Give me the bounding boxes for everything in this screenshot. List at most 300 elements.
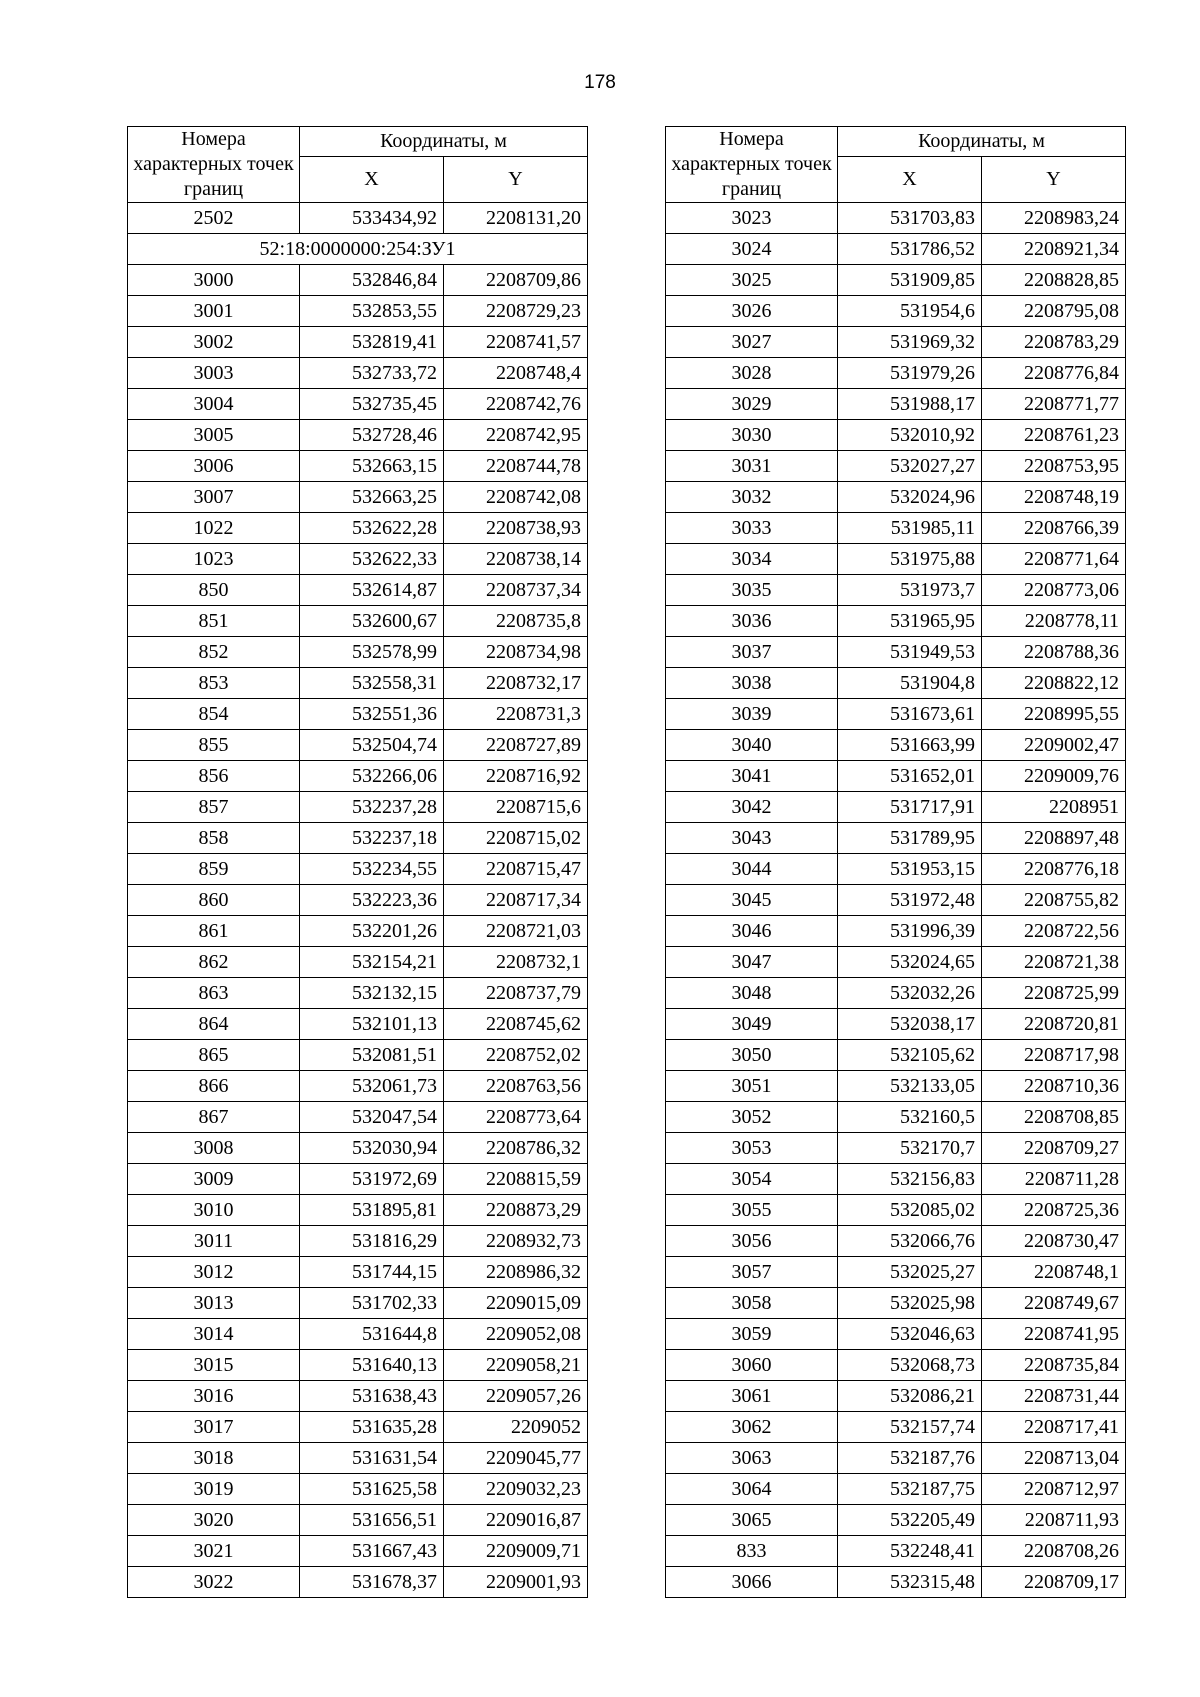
point-number: 3047: [666, 947, 838, 978]
x-coordinate: 531667,43: [300, 1536, 444, 1567]
table-row: [128, 1319, 588, 1350]
y-coordinate: 2208725,99: [982, 978, 1126, 1009]
y-coordinate: 2208761,23: [982, 420, 1126, 451]
table-row: [128, 420, 588, 451]
y-coordinate: 2208748,1: [982, 1257, 1126, 1288]
y-coordinate: 2208717,98: [982, 1040, 1126, 1071]
y-coordinate: 2208717,41: [982, 1412, 1126, 1443]
point-number: 3029: [666, 389, 838, 420]
table-row: [666, 606, 1126, 637]
table-row: [666, 358, 1126, 389]
x-coordinate: 531678,37: [300, 1567, 444, 1598]
x-coordinate: 532025,98: [838, 1288, 982, 1319]
table-row: [128, 699, 588, 730]
y-coordinate: 2208715,47: [444, 854, 588, 885]
table-row: [128, 637, 588, 668]
y-coordinate: 2208744,78: [444, 451, 588, 482]
table-row: [666, 1071, 1126, 1102]
x-coordinate: 532160,5: [838, 1102, 982, 1133]
table-row: [666, 265, 1126, 296]
x-coordinate: 531949,53: [838, 637, 982, 668]
point-number: 3008: [128, 1133, 300, 1164]
y-coordinate: 2208986,32: [444, 1257, 588, 1288]
y-coordinate: 2208755,82: [982, 885, 1126, 916]
x-coordinate: 531789,95: [838, 823, 982, 854]
table-row: [666, 203, 1126, 234]
point-number: 3063: [666, 1443, 838, 1474]
point-number: 864: [128, 1009, 300, 1040]
table-row: [128, 1257, 588, 1288]
table-row: [666, 978, 1126, 1009]
point-number: 3014: [128, 1319, 300, 1350]
table-row: [666, 699, 1126, 730]
y-coordinate: 2208745,62: [444, 1009, 588, 1040]
y-coordinate: 2208732,1: [444, 947, 588, 978]
table-row: [128, 544, 588, 575]
point-number: 3064: [666, 1474, 838, 1505]
y-coordinate: 2208815,59: [444, 1164, 588, 1195]
x-coordinate: 532622,28: [300, 513, 444, 544]
y-coordinate: 2208131,20: [444, 203, 588, 234]
table-row: [666, 1474, 1126, 1505]
table-row: [666, 947, 1126, 978]
table-row: [128, 1567, 588, 1598]
y-coordinate: 2208897,48: [982, 823, 1126, 854]
point-number: 852: [128, 637, 300, 668]
table-row: [128, 1536, 588, 1567]
table-row: [128, 575, 588, 606]
table-row: [128, 885, 588, 916]
x-coordinate: 532315,48: [838, 1567, 982, 1598]
table-row: [128, 1412, 588, 1443]
y-coordinate: 2208742,08: [444, 482, 588, 513]
table-row: [128, 1443, 588, 1474]
x-coordinate: 531786,52: [838, 234, 982, 265]
x-coordinate: 532504,74: [300, 730, 444, 761]
y-coordinate: 2208742,95: [444, 420, 588, 451]
y-coordinate: 2208795,08: [982, 296, 1126, 327]
x-coordinate: 532819,41: [300, 327, 444, 358]
y-column-header: Y: [982, 156, 1126, 202]
y-coordinate: 2208708,26: [982, 1536, 1126, 1567]
x-coordinate: 532622,33: [300, 544, 444, 575]
section-row: [128, 234, 588, 265]
table-row: [666, 234, 1126, 265]
y-coordinate: 2209001,93: [444, 1567, 588, 1598]
table-row: [128, 327, 588, 358]
x-coordinate: 531640,13: [300, 1350, 444, 1381]
y-coordinate: 2208741,95: [982, 1319, 1126, 1350]
section-label: 52:18:0000000:254:ЗУ1: [128, 234, 588, 265]
y-coordinate: 2208731,44: [982, 1381, 1126, 1412]
point-number: 3056: [666, 1226, 838, 1257]
point-number: 862: [128, 947, 300, 978]
table-row: [128, 296, 588, 327]
x-coordinate: 532735,45: [300, 389, 444, 420]
x-coordinate: 532170,7: [838, 1133, 982, 1164]
x-coordinate: 532578,99: [300, 637, 444, 668]
point-number: 3002: [128, 327, 300, 358]
x-coordinate: 531895,81: [300, 1195, 444, 1226]
y-coordinate: 2208828,85: [982, 265, 1126, 296]
x-coordinate: 532663,25: [300, 482, 444, 513]
y-coordinate: 2208752,02: [444, 1040, 588, 1071]
y-coordinate: 2208771,64: [982, 544, 1126, 575]
x-coordinate: 532132,15: [300, 978, 444, 1009]
y-coordinate: 2208735,84: [982, 1350, 1126, 1381]
point-number: 3051: [666, 1071, 838, 1102]
point-number: 3010: [128, 1195, 300, 1226]
x-coordinate: 532266,06: [300, 761, 444, 792]
point-number: 850: [128, 575, 300, 606]
y-coordinate: 2208932,73: [444, 1226, 588, 1257]
point-number: 3001: [128, 296, 300, 327]
point-number: 3042: [666, 792, 838, 823]
y-coordinate: 2208709,17: [982, 1567, 1126, 1598]
table-row: [666, 1195, 1126, 1226]
point-number: 3035: [666, 575, 838, 606]
y-coordinate: 2208766,39: [982, 513, 1126, 544]
y-coordinate: 2209002,47: [982, 730, 1126, 761]
table-row: [128, 854, 588, 885]
x-coordinate: 532187,75: [838, 1474, 982, 1505]
point-number: 3062: [666, 1412, 838, 1443]
coordinates-table-left: [127, 126, 588, 1598]
table-row: [666, 327, 1126, 358]
y-coordinate: 2208725,36: [982, 1195, 1126, 1226]
point-number: 3030: [666, 420, 838, 451]
x-coordinate: 532133,05: [838, 1071, 982, 1102]
y-coordinate: 2208722,56: [982, 916, 1126, 947]
point-number: 1022: [128, 513, 300, 544]
y-coordinate: 2208717,34: [444, 885, 588, 916]
table-row: [128, 1381, 588, 1412]
y-coordinate: 2208730,47: [982, 1226, 1126, 1257]
y-coordinate: 2208783,29: [982, 327, 1126, 358]
y-coordinate: 2208921,34: [982, 234, 1126, 265]
point-number: 851: [128, 606, 300, 637]
point-number: 3053: [666, 1133, 838, 1164]
x-coordinate: 532187,76: [838, 1443, 982, 1474]
x-coordinate: 531965,95: [838, 606, 982, 637]
y-coordinate: 2209009,76: [982, 761, 1126, 792]
y-coordinate: 2208741,57: [444, 327, 588, 358]
y-coordinate: 2208727,89: [444, 730, 588, 761]
point-number: 3000: [128, 265, 300, 296]
table-row: [128, 1040, 588, 1071]
x-coordinate: 532101,13: [300, 1009, 444, 1040]
point-number: 3040: [666, 730, 838, 761]
table-row: [128, 730, 588, 761]
x-coordinate: 531644,8: [300, 1319, 444, 1350]
table-row: [128, 978, 588, 1009]
table-row: [666, 792, 1126, 823]
table-row: [128, 823, 588, 854]
table-row: [128, 1226, 588, 1257]
point-number: 865: [128, 1040, 300, 1071]
point-number: 3052: [666, 1102, 838, 1133]
x-coordinate: 532157,74: [838, 1412, 982, 1443]
page-number: 178: [584, 72, 616, 93]
point-number: 858: [128, 823, 300, 854]
x-coordinate: 532010,92: [838, 420, 982, 451]
y-coordinate: 2208721,38: [982, 947, 1126, 978]
y-coordinate: 2208822,12: [982, 668, 1126, 699]
point-number: 3057: [666, 1257, 838, 1288]
x-coordinate: 531663,99: [838, 730, 982, 761]
table-row: [128, 792, 588, 823]
point-number: 863: [128, 978, 300, 1009]
table-row: [666, 1009, 1126, 1040]
x-coordinate: 532205,49: [838, 1505, 982, 1536]
table-row: [666, 575, 1126, 606]
table-row: [666, 1412, 1126, 1443]
x-coordinate: 531979,26: [838, 358, 982, 389]
point-number: 3016: [128, 1381, 300, 1412]
y-coordinate: 2208738,14: [444, 544, 588, 575]
point-number: 3044: [666, 854, 838, 885]
x-coordinate: 532846,84: [300, 265, 444, 296]
table-row: [666, 1350, 1126, 1381]
x-coordinate: 532024,96: [838, 482, 982, 513]
x-coordinate: 532068,73: [838, 1350, 982, 1381]
table-row: [128, 1009, 588, 1040]
y-coordinate: 2208748,4: [444, 358, 588, 389]
x-coordinate: 532030,94: [300, 1133, 444, 1164]
x-coordinate: 532234,55: [300, 854, 444, 885]
point-number: 3015: [128, 1350, 300, 1381]
x-coordinate: 532853,55: [300, 296, 444, 327]
table-row: [666, 1567, 1126, 1598]
point-number: 3003: [128, 358, 300, 389]
x-coordinate: 532733,72: [300, 358, 444, 389]
table-row: [666, 1381, 1126, 1412]
point-number: 3049: [666, 1009, 838, 1040]
point-number: 854: [128, 699, 300, 730]
point-number: 3006: [128, 451, 300, 482]
table-row: [128, 1164, 588, 1195]
y-coordinate: 2209052: [444, 1412, 588, 1443]
table-row: [128, 761, 588, 792]
y-coordinate: 2208737,79: [444, 978, 588, 1009]
y-coordinate: 2208763,56: [444, 1071, 588, 1102]
coordinates-table-right: [665, 126, 1126, 1598]
table-row: [666, 885, 1126, 916]
y-coordinate: 2209057,26: [444, 1381, 588, 1412]
point-number: 3019: [128, 1474, 300, 1505]
x-coordinate: 531744,15: [300, 1257, 444, 1288]
table-row: [128, 668, 588, 699]
point-number: 3034: [666, 544, 838, 575]
table-row: [666, 1288, 1126, 1319]
table-row: [666, 1226, 1126, 1257]
point-number: 3066: [666, 1567, 838, 1598]
y-coordinate: 2208748,19: [982, 482, 1126, 513]
y-coordinate: 2209015,09: [444, 1288, 588, 1319]
table-row: [666, 668, 1126, 699]
point-number: 2502: [128, 203, 300, 234]
point-number: 866: [128, 1071, 300, 1102]
point-number: 3023: [666, 203, 838, 234]
point-number: 3028: [666, 358, 838, 389]
y-coordinate: 2208771,77: [982, 389, 1126, 420]
y-coordinate: 2208720,81: [982, 1009, 1126, 1040]
x-coordinate: 531702,33: [300, 1288, 444, 1319]
x-coordinate: 531638,43: [300, 1381, 444, 1412]
table-row: [128, 358, 588, 389]
x-coordinate: 532156,83: [838, 1164, 982, 1195]
y-coordinate: 2208710,36: [982, 1071, 1126, 1102]
table-row: [666, 1257, 1126, 1288]
table-row: [128, 1195, 588, 1226]
x-coordinate: 531816,29: [300, 1226, 444, 1257]
point-number: 3021: [128, 1536, 300, 1567]
y-coordinate: 2209016,87: [444, 1505, 588, 1536]
y-coordinate: 2208711,28: [982, 1164, 1126, 1195]
y-coordinate: 2208773,64: [444, 1102, 588, 1133]
x-coordinate: 532248,41: [838, 1536, 982, 1567]
x-coordinate: 531909,85: [838, 265, 982, 296]
table-row: [666, 296, 1126, 327]
x-coordinate: 531996,39: [838, 916, 982, 947]
table-row: [666, 1040, 1126, 1071]
point-number: 3026: [666, 296, 838, 327]
y-coordinate: 2208732,17: [444, 668, 588, 699]
point-number: 857: [128, 792, 300, 823]
x-coordinate: 531973,7: [838, 575, 982, 606]
point-number: 3031: [666, 451, 838, 482]
x-coordinate: 531673,61: [838, 699, 982, 730]
x-column-header: X: [300, 156, 444, 202]
point-number: 3060: [666, 1350, 838, 1381]
point-number: 3039: [666, 699, 838, 730]
y-coordinate: 2208776,18: [982, 854, 1126, 885]
x-coordinate: 531988,17: [838, 389, 982, 420]
point-number: 3046: [666, 916, 838, 947]
table-row: [128, 513, 588, 544]
table-row: [128, 1288, 588, 1319]
x-coordinate: 532154,21: [300, 947, 444, 978]
y-coordinate: 2208715,6: [444, 792, 588, 823]
table-row: [666, 544, 1126, 575]
table-row: [666, 1505, 1126, 1536]
point-number: 3055: [666, 1195, 838, 1226]
table-row: [666, 451, 1126, 482]
point-number: 3012: [128, 1257, 300, 1288]
point-number: 3058: [666, 1288, 838, 1319]
point-number: 856: [128, 761, 300, 792]
x-coordinate: 532223,36: [300, 885, 444, 916]
table-row: [666, 1536, 1126, 1567]
point-number: 3011: [128, 1226, 300, 1257]
x-coordinate: 532600,67: [300, 606, 444, 637]
point-number: 3004: [128, 389, 300, 420]
x-coordinate: 532066,76: [838, 1226, 982, 1257]
point-number: 3041: [666, 761, 838, 792]
point-number: 3027: [666, 327, 838, 358]
point-number: 3018: [128, 1443, 300, 1474]
y-coordinate: 2208709,27: [982, 1133, 1126, 1164]
table-row: [666, 1164, 1126, 1195]
x-coordinate: 532085,02: [838, 1195, 982, 1226]
x-coordinate: 531904,8: [838, 668, 982, 699]
y-coordinate: 2208712,97: [982, 1474, 1126, 1505]
points-column-header: Номера характерных точек границ: [666, 127, 838, 203]
point-number: 3038: [666, 668, 838, 699]
x-coordinate: 532663,15: [300, 451, 444, 482]
point-number: 3024: [666, 234, 838, 265]
table-row: [666, 1319, 1126, 1350]
x-coordinate: 532237,28: [300, 792, 444, 823]
point-number: 860: [128, 885, 300, 916]
x-coordinate: 531972,69: [300, 1164, 444, 1195]
table-row: [128, 265, 588, 296]
y-coordinate: 2208708,85: [982, 1102, 1126, 1133]
y-coordinate: 2208729,23: [444, 296, 588, 327]
x-coordinate: 532061,73: [300, 1071, 444, 1102]
y-coordinate: 2208951: [982, 792, 1126, 823]
x-coordinate: 531975,88: [838, 544, 982, 575]
point-number: 1023: [128, 544, 300, 575]
table-row: [128, 1071, 588, 1102]
x-coordinate: 532614,87: [300, 575, 444, 606]
y-column-header: Y: [444, 156, 588, 202]
point-number: 3013: [128, 1288, 300, 1319]
table-row: [666, 916, 1126, 947]
point-number: 855: [128, 730, 300, 761]
y-coordinate: 2208788,36: [982, 637, 1126, 668]
y-coordinate: 2208778,11: [982, 606, 1126, 637]
point-number: 3059: [666, 1319, 838, 1350]
coordinates-column-header: Координаты, м: [300, 127, 588, 157]
y-coordinate: 2208711,93: [982, 1505, 1126, 1536]
point-number: 3036: [666, 606, 838, 637]
table-row: [128, 606, 588, 637]
x-coordinate: 532728,46: [300, 420, 444, 451]
y-coordinate: 2208738,93: [444, 513, 588, 544]
y-coordinate: 2209045,77: [444, 1443, 588, 1474]
x-coordinate: 531631,54: [300, 1443, 444, 1474]
x-coordinate: 532047,54: [300, 1102, 444, 1133]
y-coordinate: 2208721,03: [444, 916, 588, 947]
x-coordinate: 531703,83: [838, 203, 982, 234]
y-coordinate: 2208713,04: [982, 1443, 1126, 1474]
table-row: [666, 730, 1126, 761]
point-number: 3033: [666, 513, 838, 544]
table-row: [128, 203, 588, 234]
y-coordinate: 2208709,86: [444, 265, 588, 296]
point-number: 3022: [128, 1567, 300, 1598]
table-row: [128, 482, 588, 513]
x-coordinate: 531953,15: [838, 854, 982, 885]
point-number: 3005: [128, 420, 300, 451]
point-number: 3054: [666, 1164, 838, 1195]
point-number: 3048: [666, 978, 838, 1009]
point-number: 867: [128, 1102, 300, 1133]
x-coordinate: 531635,28: [300, 1412, 444, 1443]
point-number: 859: [128, 854, 300, 885]
y-coordinate: 2208742,76: [444, 389, 588, 420]
y-coordinate: 2209058,21: [444, 1350, 588, 1381]
x-coordinate: 532237,18: [300, 823, 444, 854]
x-coordinate: 531954,6: [838, 296, 982, 327]
y-coordinate: 2208995,55: [982, 699, 1126, 730]
table-row: [666, 761, 1126, 792]
table-row: [128, 451, 588, 482]
x-column-header: X: [838, 156, 982, 202]
table-row: [128, 1350, 588, 1381]
point-number: 853: [128, 668, 300, 699]
